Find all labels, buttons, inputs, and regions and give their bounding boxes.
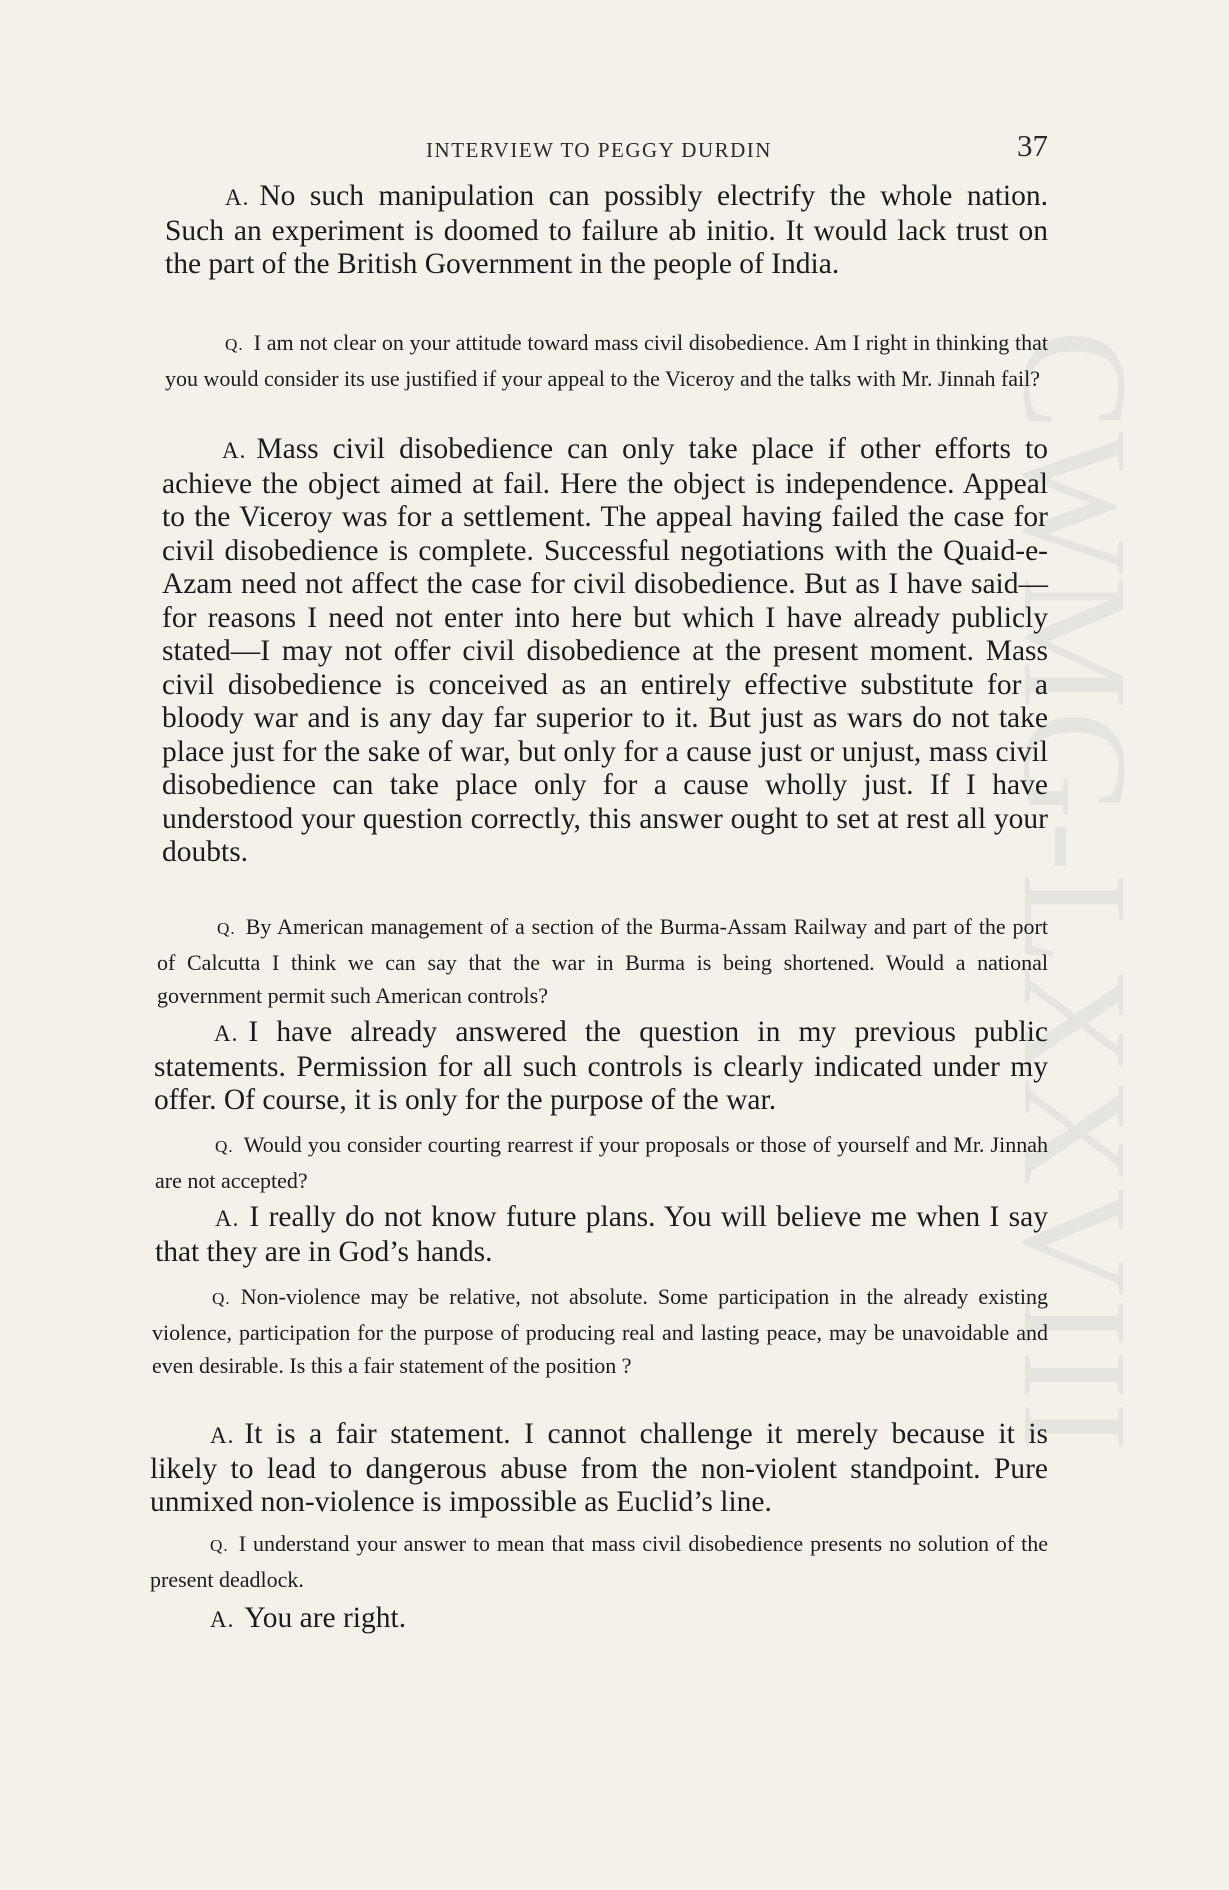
watermark-text: CWMG-LXXVIII	[992, 330, 1158, 1454]
question-4	[152, 1280, 1048, 1383]
question-text: Non-violence may be relative, not absolute. Some participation in the already existing violence, participation for the purpose of producing real and lasting peace, may be unavoidable and even desirable. Is this a fair statement of the position ?	[152, 1284, 1048, 1378]
question-marker: Q.	[212, 1289, 231, 1308]
answer-marker: A.	[210, 1422, 235, 1448]
answer-text: You are right.	[244, 1602, 407, 1634]
question-marker: Q.	[215, 1137, 234, 1156]
answer-3	[154, 1016, 1048, 1118]
answer-marker: A.	[215, 1205, 240, 1231]
question-text: I understand your answer to mean that mass civil disobedience presents no solution of the present deadlock.	[150, 1531, 1048, 1592]
page-number: 37	[1017, 128, 1048, 163]
answer-text: No such manipulation can possibly electrify the whole nation. Such an experiment is doomed to failure ab initio. It would lack trust on the part of the British Government in the people of India.	[165, 180, 1048, 280]
answer-text: It is a fair statement. I cannot challenge it merely because it is likely to lead to dangerous abuse from the non-violent standpoint. Pure unmixed non-violence is impossible as Euclid’s line.	[150, 1418, 1048, 1518]
running-head: INTERVIEW TO PEGGY DURDIN	[426, 138, 772, 162]
question-5	[150, 1527, 1048, 1596]
answer-marker: A.	[210, 1606, 235, 1632]
answer-marker: A.	[222, 437, 247, 463]
question-text: By American management of a section of the Burma-Assam Railway and part of the port of Calcutta I think we can say that the war in Burma is being shortened. Would a national government permit such American controls?	[157, 914, 1048, 1008]
question-marker: Q.	[217, 919, 236, 938]
answer-text: I really do not know future plans. You will believe me when I say that they are in God’s hands.	[155, 1201, 1048, 1268]
question-3	[155, 1128, 1048, 1197]
answer-marker: A.	[214, 1020, 239, 1046]
page-header	[150, 128, 1048, 174]
answer-6	[150, 1602, 1048, 1637]
answer-text: Mass civil disobedience can only take place if other efforts to achieve the object aimed at fail. Here the object is independence. Appeal to the Viceroy was for a settlement. The appeal having failed the case for civil disobedience is complete. Successful negotiations with the Quaid-e-Azam need not affect the case for civil disobedience. But as I have said—for reasons I need not enter into here but which I have already publicly stated—I may not offer civil disobedience at the present moment. Mass civil disobedience is conceived as an entirely effective substitute for a bloody war and is any day far superior to it. But just as wars do not take place just for the sake of war, but only for a cause just or unjust, mass civil disobedience can take place only for a cause wholly just. If I have understood your question correctly, this answer ought to set at rest all your doubts.	[162, 433, 1048, 868]
question-2	[157, 910, 1048, 1013]
answer-marker: A.	[225, 184, 250, 210]
question-text: Would you consider courting rearrest if your proposals or those of yourself and Mr. Jinnah are not accepted?	[155, 1132, 1048, 1193]
question-text: I am not clear on your attitude toward mass civil disobedience. Am I right in thinking that you would consider its use justified if your appeal to the Viceroy and the talks with Mr. Jinnah fail?	[165, 330, 1048, 391]
answer-5	[150, 1418, 1048, 1520]
question-marker: Q.	[210, 1536, 229, 1555]
answer-2	[162, 433, 1048, 870]
answer-1	[165, 180, 1048, 282]
question-1	[165, 326, 1048, 395]
answer-text: I have already answered the question in my previous public statements. Permission for all such controls is clearly indicated under my offer. Of course, it is only for the purpose of the war.	[154, 1016, 1048, 1116]
question-marker: Q.	[225, 335, 244, 354]
answer-4	[155, 1201, 1048, 1269]
